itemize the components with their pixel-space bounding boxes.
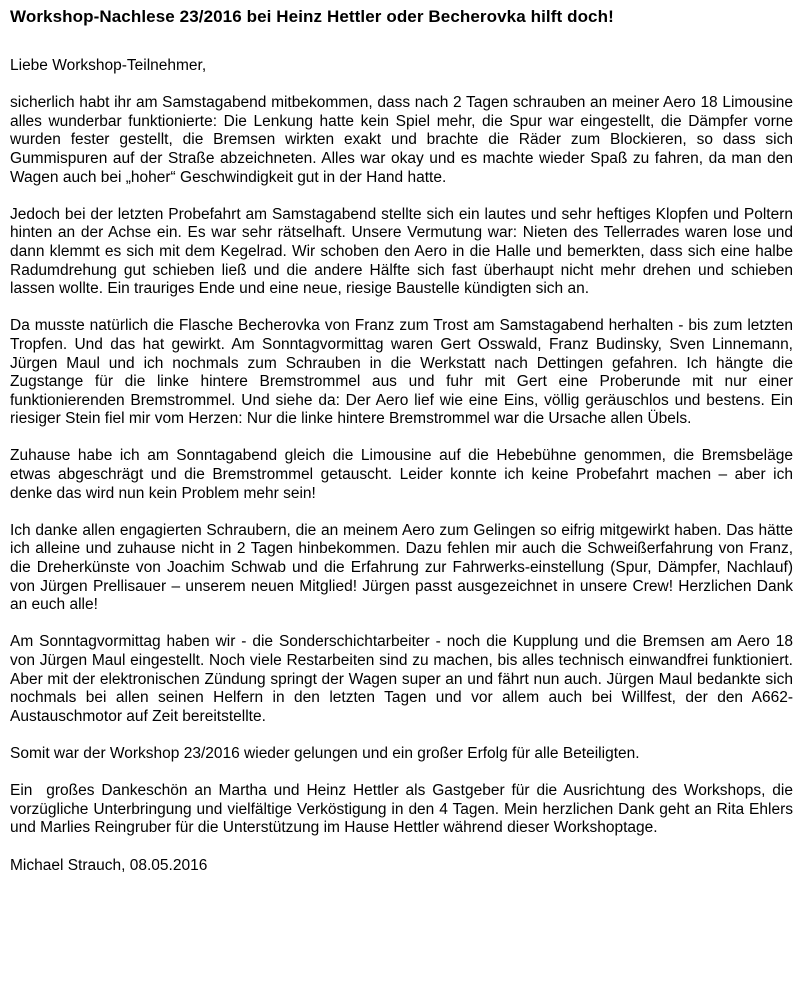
body-paragraph-6: Am Sonntagvormittag haben wir - die Sonderschichtarbeiter - noch die Kupplung und die Bremsen am Aero 18 von Jürgen Maul eingestellt. Noch viele Restarbeiten sind zu machen, bis alles technisch einwandfrei funktioniert. Aber mit der elektronischen Zündung springt der Wagen super an und fährt nun auch. Jürgen Maul bedankte sich nochmals bei allen seinen Helfern in den letzten Tagen und vor allem auch bei Willfest, der den A662-Austauschmotor auf Zeit bereitstellte. <box>10 633 798 725</box>
salutation-line: Liebe Workshop-Teilnehmer, <box>10 57 207 74</box>
body-paragraph-8: Ein großes Dankeschön an Martha und Heinz Hettler als Gastgeber für die Ausrichtung des Workshops, die vorzügliche Unterbringung und vielfältige Verköstigung in den 4 Tagen. Mein herzlichen Dank geht an Rita Ehlers und Marlies Reingruber für die Unterstützung im Hause Hettler während dieser Workshoptage. <box>10 782 798 837</box>
body-paragraph-3: Da musste natürlich die Flasche Becherovka von Franz zum Trost am Samstagabend herhalten - bis zum letzten Tropfen. Und das hat gewirkt. Am Sonntagvormittag waren Gert Osswald, Franz Budinsky, Sven Linnemann, Jürgen Maul und ich nochmals zum Schrauben in die Werkstatt nach Dettingen gefahren. Ich hängte die Zugstange für die linke hintere Bremstrommel aus und fuhr mit Gert eine Proberunde mit nur einer funktionierenden Bremstrommel. Und siehe da: Der Aero lief wie eine Eins, völlig geräuschlos und bestens. Ein riesiger Stein fiel mir vom Herzen: Nur die linke hintere Bremstrommel war die Ursache allen Übels. <box>10 317 798 428</box>
signature-line: Michael Strauch, 08.05.2016 <box>10 856 208 874</box>
body-paragraph-1: sicherlich habt ihr am Samstagabend mitbekommen, dass nach 2 Tagen schrauben an meiner Aero 18 Limousine alles wunderbar funktionierte: Die Lenkung hatte kein Spiel mehr, die Spur war eingestellt, die Dämpfer vorne wurden fester gestellt, die Bremsen wirkten exakt und brachte die Räder zum Blockieren, so dass sich Gummispuren auf der Straße abzeichneten. Alles war okay und es machte wieder Spaß zu fahren, da man den Wagen auch bei „hoher“ Geschwindigkeit gut in der Hand hatte. <box>10 94 798 186</box>
body-paragraph-7: Somit war der Workshop 23/2016 wieder gelungen und ein großer Erfolg für alle Beteiligten. <box>10 744 640 762</box>
document-title: Workshop-Nachlese 23/2016 bei Heinz Hettler oder Becherovka hilft doch! <box>10 7 614 26</box>
body-paragraph-5: Ich danke allen engagierten Schraubern, die an meinem Aero zum Gelingen so eifrig mitgewirkt haben. Das hätte ich alleine und zuhause nicht in 2 Tagen hinbekommen. Dazu fehlen mir auch die Schweißerfahrung von Franz, die Dreherkünste von Joachim Schwab und die Erfahrung zur Fahrwerks-einstellung (Spur, Dämpfer, Nachlauf) von Jürgen Prellisauer – unserem neuen Mitglied! Jürgen passt ausgezeichnet in unsere Crew! Herzlichen Dank an euch alle! <box>10 521 798 614</box>
body-paragraph-2: Jedoch bei der letzten Probefahrt am Samstagabend stellte sich ein lautes und sehr heftiges Klopfen und Poltern hinten an der Achse ein. Es war sehr rätselhaft. Unsere Vermutung war: Nieten des Tellerrades waren lose und dann klemmt es sich mit dem Kegelrad. Wir schoben den Aero in die Halle und bemerkten, dass sich eine halbe Radumdrehung gut schieben ließ und die andere Hälfte sich fast überhaupt nicht mehr drehen und schieben lassen wollte. Ein trauriges Ende und eine neue, riesige Baustelle kündigten sich an. <box>10 205 798 298</box>
body-paragraph-4: Zuhause habe ich am Sonntagabend gleich die Limousine auf die Hebebühne genommen, die Bremsbeläge etwas abgeschrägt und die Bremstrommel getauscht. Leider konnte ich keine Probefahrt machen – aber ich denke das wird nun kein Problem mehr sein! <box>10 447 798 502</box>
